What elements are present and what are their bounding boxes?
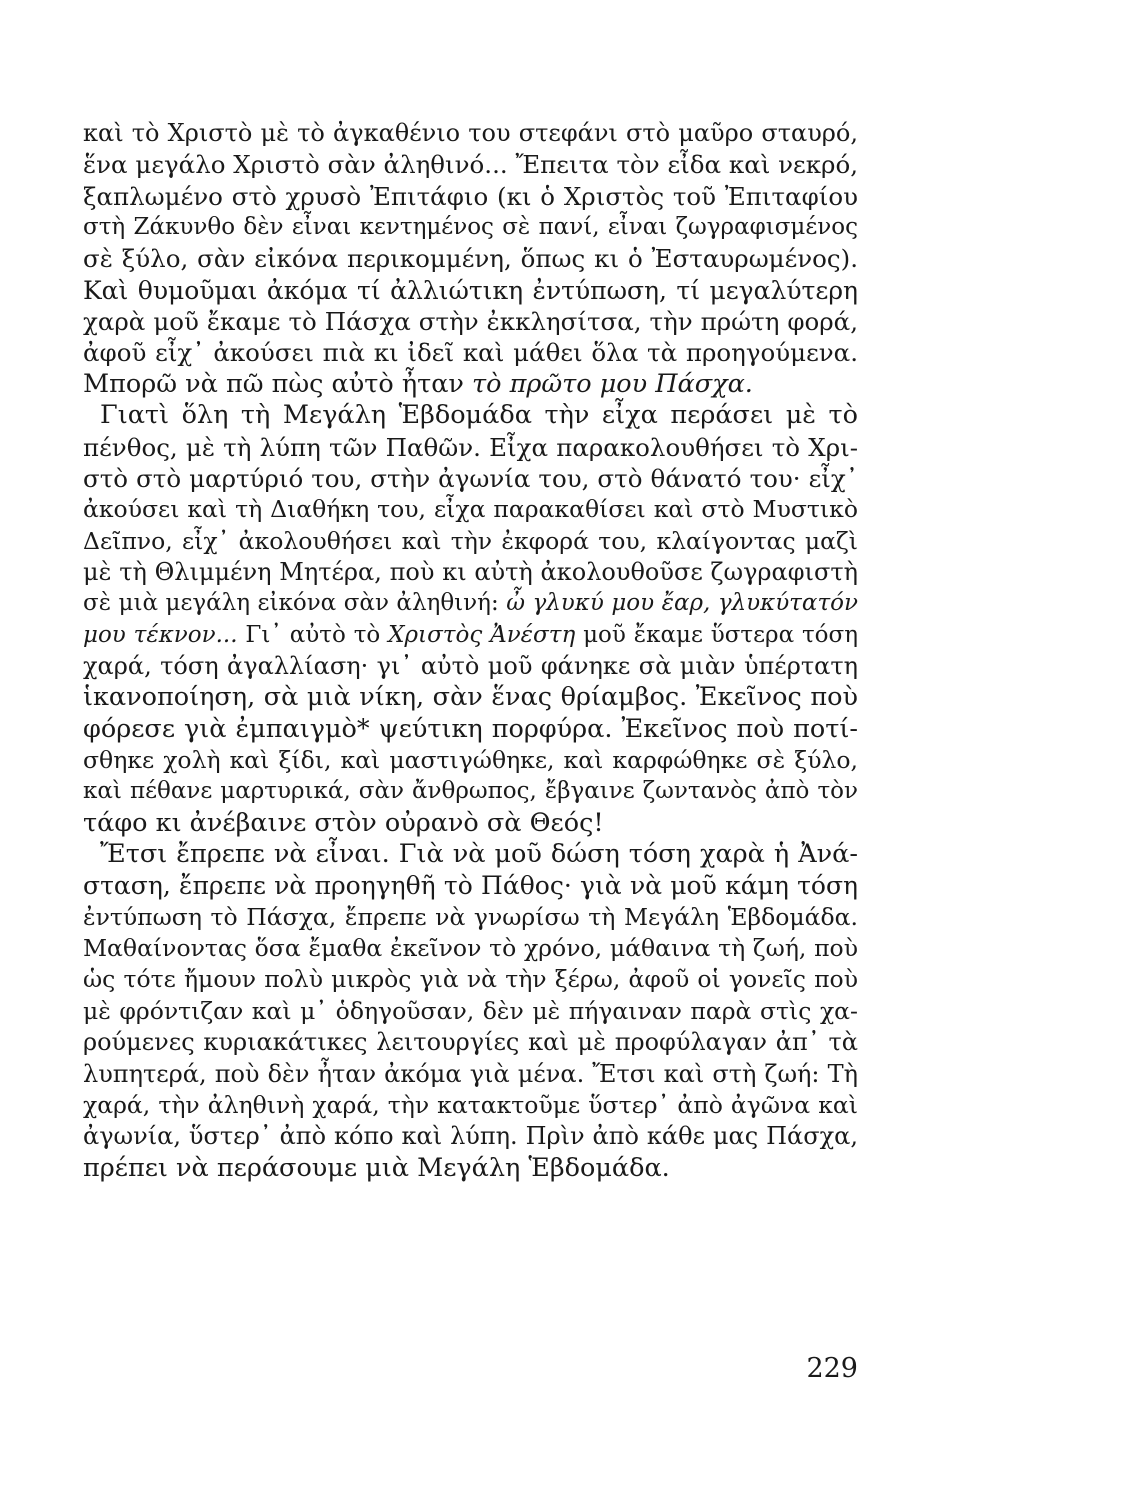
text-line <box>83 933 858 964</box>
text-line <box>83 557 858 588</box>
text-segment: ἀγωνία, ὕστερ᾽ ἀπὸ κόπο καὶ λύπη. Πρὶν ἀπὸ κάθε μας Πάσχα, <box>83 1122 858 1151</box>
text-segment: σὲ μιὰ μεγάλη εἰκόνα σὰν ἀληθινή: <box>83 590 507 617</box>
italic-text: ὦ γλυκύ μου ἔαρ, γλυκύτατόν <box>506 590 858 617</box>
text-line <box>83 369 858 400</box>
text-segment: χαρά, τόση ἀγαλλίαση· γι᾽ αὐτὸ μοῦ φάνηκε σὰ μιὰν ὑπέρτατη <box>83 651 858 680</box>
text-segment: Γι᾽ αὐτὸ τὸ <box>237 621 389 648</box>
text-line <box>83 902 858 933</box>
text-segment: σταση, ἔπρεπε νὰ προηγηθῆ τὸ Πάθος· γιὰ νὰ μοῦ κάμη τόση <box>83 871 858 901</box>
text-line <box>83 808 858 839</box>
text-segment: Καὶ θυμοῦμαι ἀκόμα τί ἀλλιώτικη ἐντύπωση, τί μεγαλύτερη <box>83 275 858 305</box>
text-segment: σθηκε χολὴ καὶ ξίδι, καὶ μαστιγώθηκε, καὶ καρφώθηκε σὲ ξύλο, <box>83 746 858 774</box>
text-segment: τάφο κι ἀνέβαινε στὸν οὐρανὸ σὰ Θεός! <box>83 807 604 838</box>
text-line <box>83 588 858 619</box>
text-segment: ρούμενες κυριακάτικες λειτουργίες καὶ μὲ προφύλαγαν ἀπ᾽ τὰ <box>83 1028 858 1057</box>
italic-text: τὸ πρῶτο μου Πάσχα. <box>472 368 753 399</box>
text-segment: στὸ στὸ μαρτύριό του, στὴν ἀγωνία του, στὸ θάνατό του· εἶχ᾽ <box>83 463 858 493</box>
text-line <box>83 1121 858 1152</box>
text-segment: λυπητερά, ποὺ δὲν ἦταν ἀκόμα γιὰ μένα. Ἔτσι καὶ στὴ ζωή: Τὴ <box>83 1059 858 1088</box>
text-line <box>83 306 858 337</box>
text-segment: Ἔτσι ἔπρεπε νὰ εἶναι. Γιὰ νὰ μοῦ δώση τόση χαρὰ ἡ Ἀνά- <box>100 839 858 870</box>
text-line <box>83 964 858 995</box>
text-segment: ἱκανοποίηση, σὰ μιὰ νίκη, σὰν ἕνας θρίαμβος. Ἐκεῖνος ποὺ <box>83 682 858 713</box>
text-segment: Μαθαίνοντας ὅσα ἔμαθα ἐκεῖνον τὸ χρόνο, μάθαινα τὴ ζωή, ποὺ <box>83 934 858 963</box>
text-line <box>83 463 858 494</box>
text-line <box>83 1153 858 1184</box>
text-line <box>83 212 858 243</box>
italic-text: Χριστὸς Ἀνέστη <box>388 621 576 648</box>
text-segment: Γιατὶ ὅλη τὴ Μεγάλη Ἑβδομάδα τὴν εἶχα περάσει μὲ τὸ <box>100 400 858 431</box>
text-segment: μοῦ ἔκαμε ὕστερα τόση <box>575 621 859 648</box>
text-line <box>83 620 858 651</box>
text-segment: Μπορῶ νὰ πῶ πὼς αὐτὸ ἦταν <box>83 368 473 399</box>
text-line <box>83 337 858 368</box>
page-number: 229 <box>806 1353 858 1384</box>
text-line <box>83 494 858 525</box>
text-line <box>83 714 858 745</box>
text-line <box>83 275 858 306</box>
text-segment: Δεῖπνο, εἶχ᾽ ἀκολουθήσει καὶ τὴν ἐκφορά του, κλαίγοντας μαζὶ <box>83 526 858 555</box>
text-line <box>83 118 858 149</box>
text-segment: φόρεσε γιὰ ἐμπαιγμὸ* ψεύτικη πορφύρα. Ἐκεῖνος ποὺ ποτί- <box>83 713 858 744</box>
text-line <box>83 996 858 1027</box>
text-segment: ἕνα μεγάλο Χριστὸ σὰν ἀληθινό... Ἔπειτα τὸν εἶδα καὶ νεκρό, <box>83 150 858 180</box>
text-line <box>83 181 858 212</box>
text-line <box>83 651 858 682</box>
text-line <box>83 745 858 776</box>
text-segment: ξαπλωμένο στὸ χρυσὸ Ἐπιτάφιο (κι ὁ Χριστὸς τοῦ Ἐπιταφίου <box>83 181 858 211</box>
text-line <box>83 1027 858 1058</box>
text-line <box>83 243 858 274</box>
text-segment: ἀκούσει καὶ τὴ Διαθήκη του, εἶχα παρακαθίσει καὶ στὸ Μυστικὸ <box>83 495 858 524</box>
text-segment: καὶ τὸ Χριστὸ μὲ τὸ ἀγκαθένιο του στεφάνι στὸ μαῦρο σταυρό, <box>83 119 858 147</box>
text-line <box>83 776 858 807</box>
text-line <box>83 682 858 713</box>
text-segment: χαρὰ μοῦ ἔκαμε τὸ Πάσχα στὴν ἐκκλησίτσα, τὴν πρώτη φορά, <box>83 307 858 337</box>
text-line <box>83 1090 858 1121</box>
text-line <box>100 400 858 431</box>
text-segment: πρέπει νὰ περάσουμε μιὰ Μεγάλη Ἑβδομάδα. <box>83 1152 670 1183</box>
text-segment: μὲ φρόντιζαν καὶ μ᾽ ὁδηγοῦσαν, δὲν μὲ πήγαιναν παρὰ στὶς χα- <box>83 996 858 1025</box>
text-segment: σὲ ξύλο, σὰν εἰκόνα περικομμένη, ὅπως κι ὁ Ἐσταυρωμένος). <box>83 244 858 274</box>
text-segment: ἀφοῦ εἶχ᾽ ἀκούσει πιὰ κι ἰδεῖ καὶ μάθει ὅλα τὰ προηγούμενα. <box>83 338 858 368</box>
text-line <box>83 432 858 463</box>
text-line <box>83 149 858 180</box>
text-segment: ὡς τότε ἤμουν πολὺ μικρὸς γιὰ νὰ τὴν ξέρω, ἀφοῦ οἱ γονεῖς ποὺ <box>83 965 858 994</box>
text-line <box>83 526 858 557</box>
text-segment: στὴ Ζάκυνθο δὲν εἶναι κεντημένος σὲ πανί, εἶναι ζωγραφισμένος <box>83 214 858 241</box>
text-line <box>100 839 858 870</box>
italic-text: μου τέκνον... <box>83 621 238 648</box>
text-segment: χαρά, τὴν ἀληθινὴ χαρά, τὴν κατακτοῦμε ὕστερ᾽ ἀπὸ ἀγῶνα καὶ <box>83 1090 858 1119</box>
text-line <box>83 1059 858 1090</box>
text-segment: πένθος, μὲ τὴ λύπη τῶν Παθῶν. Εἶχα παρακολουθήσει τὸ Χρι- <box>83 432 858 462</box>
text-line <box>83 870 858 901</box>
text-segment: μὲ τὴ Θλιμμένη Μητέρα, ποὺ κι αὐτὴ ἀκολουθοῦσε ζωγραφιστὴ <box>83 557 858 586</box>
text-segment: ἐντύπωση τὸ Πάσχα, ἔπρεπε νὰ γνωρίσω τὴ Μεγάλη Ἑβδομάδα. <box>83 902 858 931</box>
text-segment: καὶ πέθανε μαρτυρικά, σὰν ἄνθρωπος, ἔβγαινε ζωντανὸς ἀπὸ τὸν <box>83 778 858 805</box>
